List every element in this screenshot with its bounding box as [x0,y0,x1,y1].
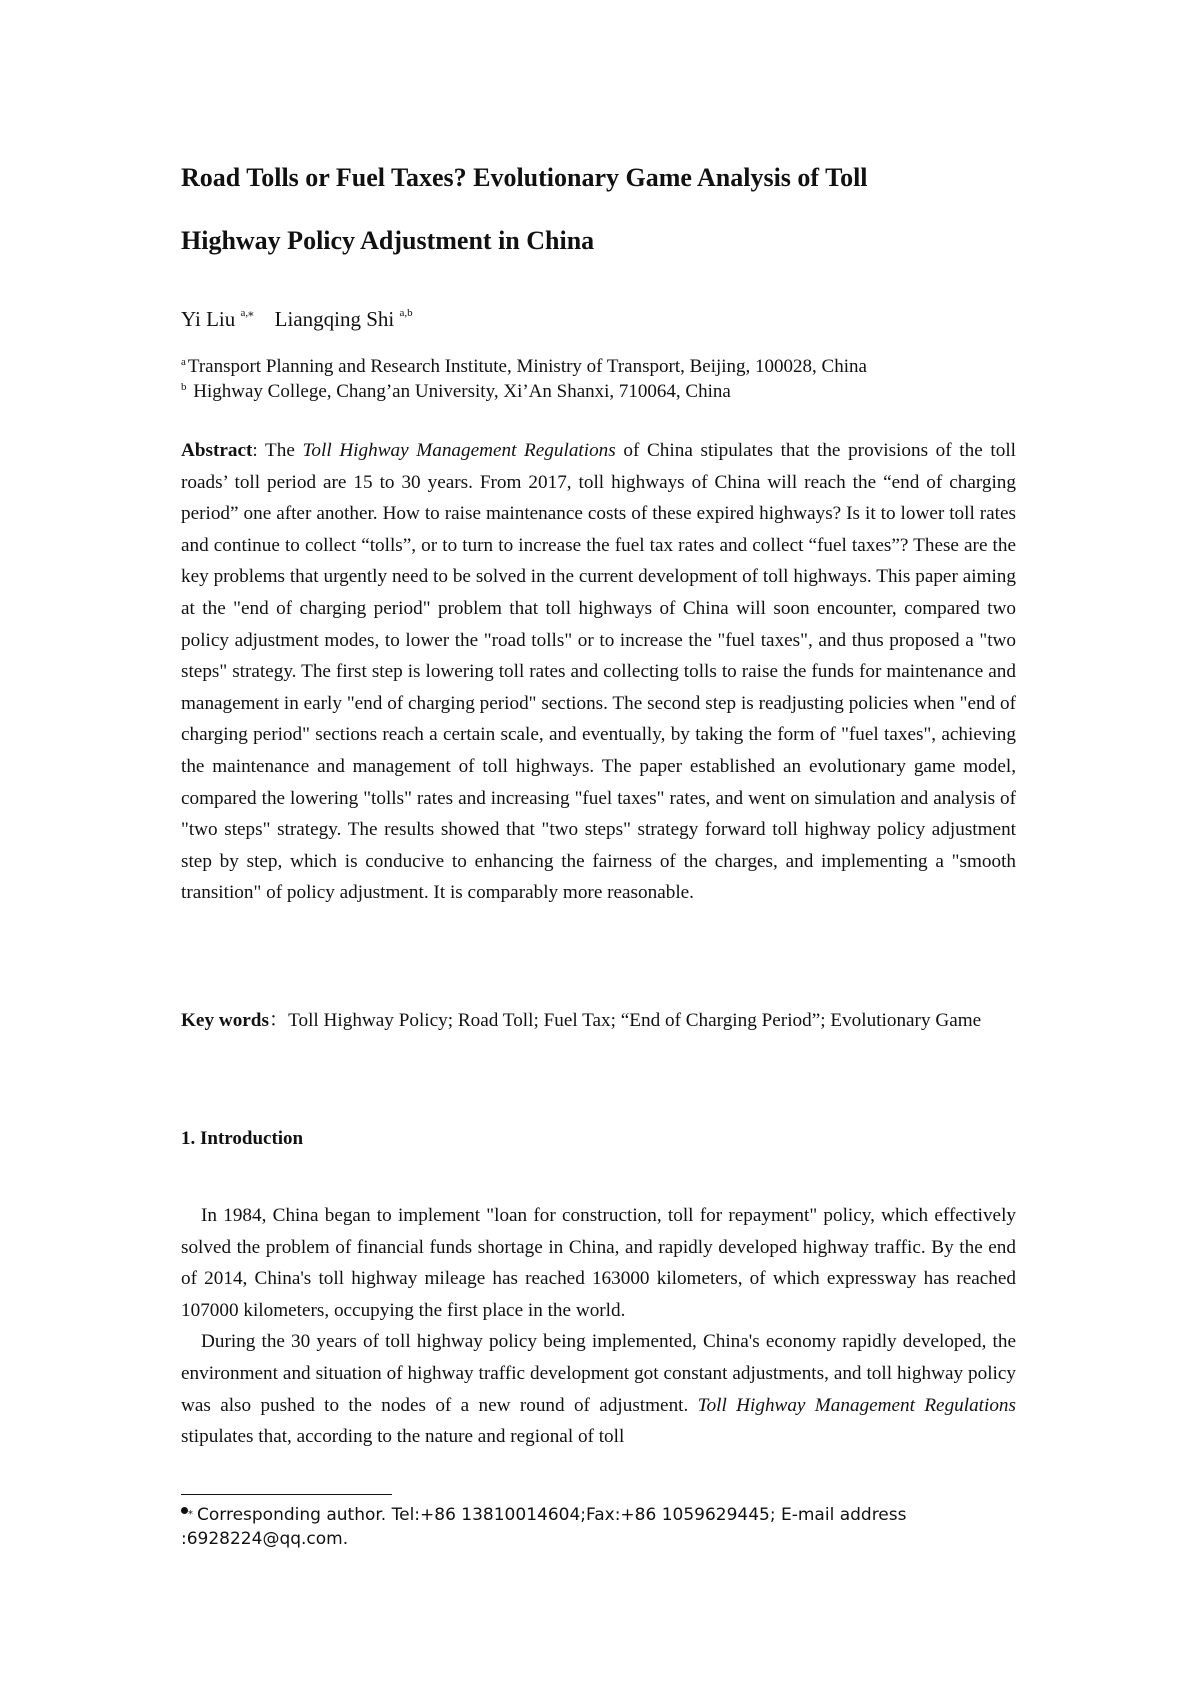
paragraph-lead: During the 30 years of toll highway policy being implemented, China's economy rapidly developed, the environment and situation of highway traffic development got constant adjustments, and toll highway policy was also pushed to the nodes of a new round of adjustment. [181,1331,1016,1416]
paragraph: In 1984, China began to implement "loan for construction, toll for repayment" policy, which effectively solved the problem of financial funds shortage in China, and rapidly developed highway traffic. By the end of 2014, China's toll highway mileage has reached 163000 kilometers, of which expressway has reached 107000 kilometers, occupying the first place in the world. [181,1205,1016,1321]
author-affiliation-mark: a,b [399,307,413,319]
footnote-rule [181,1494,392,1495]
author-list [181,306,413,332]
footnote-text: Corresponding author. Tel:+86 13810014604;Fax:+86 1059629445; E-mail address :6928224@qq.com. [181,1505,907,1549]
regulation-title: Toll Highway Management Regulations [697,1394,1016,1416]
paper-title-line-1: Road Tolls or Fuel Taxes? Evolutionary Game Analysis of Toll [181,163,868,192]
keywords-separator: ： [268,1010,289,1031]
abstract-regulation-title: Toll Highway Management Regulations [302,440,616,461]
affiliation-text: Transport Planning and Research Institute, Ministry of Transport, Beijing, 100028, China [187,356,867,377]
affiliation-mark: a [181,356,186,368]
introduction-body [181,1200,1016,1453]
affiliation-b [181,381,731,403]
abstract-lead: : The [252,440,303,461]
footnote-mark: ⁎ [188,1506,193,1517]
author-affiliation-mark: a,⁎ [240,307,254,319]
keywords-label: Key words [181,1010,269,1031]
affiliation-text: Highway College, Chang’an University, Xi’An Shanxi, 710064, China [193,381,731,402]
affiliation-a [181,356,867,378]
abstract-label: Abstract [181,440,253,461]
keywords-text: Toll Highway Policy; Road Toll; Fuel Tax; “End of Charging Period”; Evolutionary Game [288,1010,982,1031]
keywords [181,998,1016,1043]
footnote [181,1500,1016,1551]
abstract [181,435,1016,909]
footnote-bullet-icon [181,1507,188,1514]
author-name: Liangqing Shi [274,307,395,331]
paragraph [181,1326,1016,1452]
abstract-text: of China stipulates that the provisions of the toll roads’ toll period are 15 to 30 years. From 2017, toll highways of China will reach the “end of charging period” one after another. How to raise maintenance costs of these expired highways? Is it to lower toll rates and continue to collect “tolls”, or to turn to increase the fuel tax rates and collect “fuel taxes”? These are the key problems that urgently need to be solved in the current development of toll highways. This paper aiming at the "end of charging period" problem that toll highways of China will soon encounter, compared two policy adjustment modes, to lower the "road tolls" or to increase the "fuel taxes", and thus proposed a "two steps" strategy. The first step is lowering toll rates and collecting tolls to raise the funds for maintenance and management in early "end of charging period" sections. The second step is readjusting policies when "end of charging period" sections reach a certain scale, and eventually, by taking the form of "fuel taxes", achieving the maintenance and management of toll highways. The paper established an evolutionary game model, compared the lowering "tolls" rates and increasing "fuel taxes" rates, and went on simulation and analysis of "two steps" strategy. The results showed that "two steps" strategy forward toll highway policy adjustment step by step, which is conducive to enhancing the fairness of the charges, and implementing a "smooth transition" of policy adjustment. It is comparably more reasonable. [181,440,1016,904]
paragraph-tail: stipulates that, according to the nature and regional of toll [181,1426,625,1448]
affiliation-mark: b [181,381,187,393]
paper-title-line-2: Highway Policy Adjustment in China [181,226,595,255]
author-name: Yi Liu [181,307,236,331]
section-heading-introduction: 1. Introduction [181,1128,304,1149]
